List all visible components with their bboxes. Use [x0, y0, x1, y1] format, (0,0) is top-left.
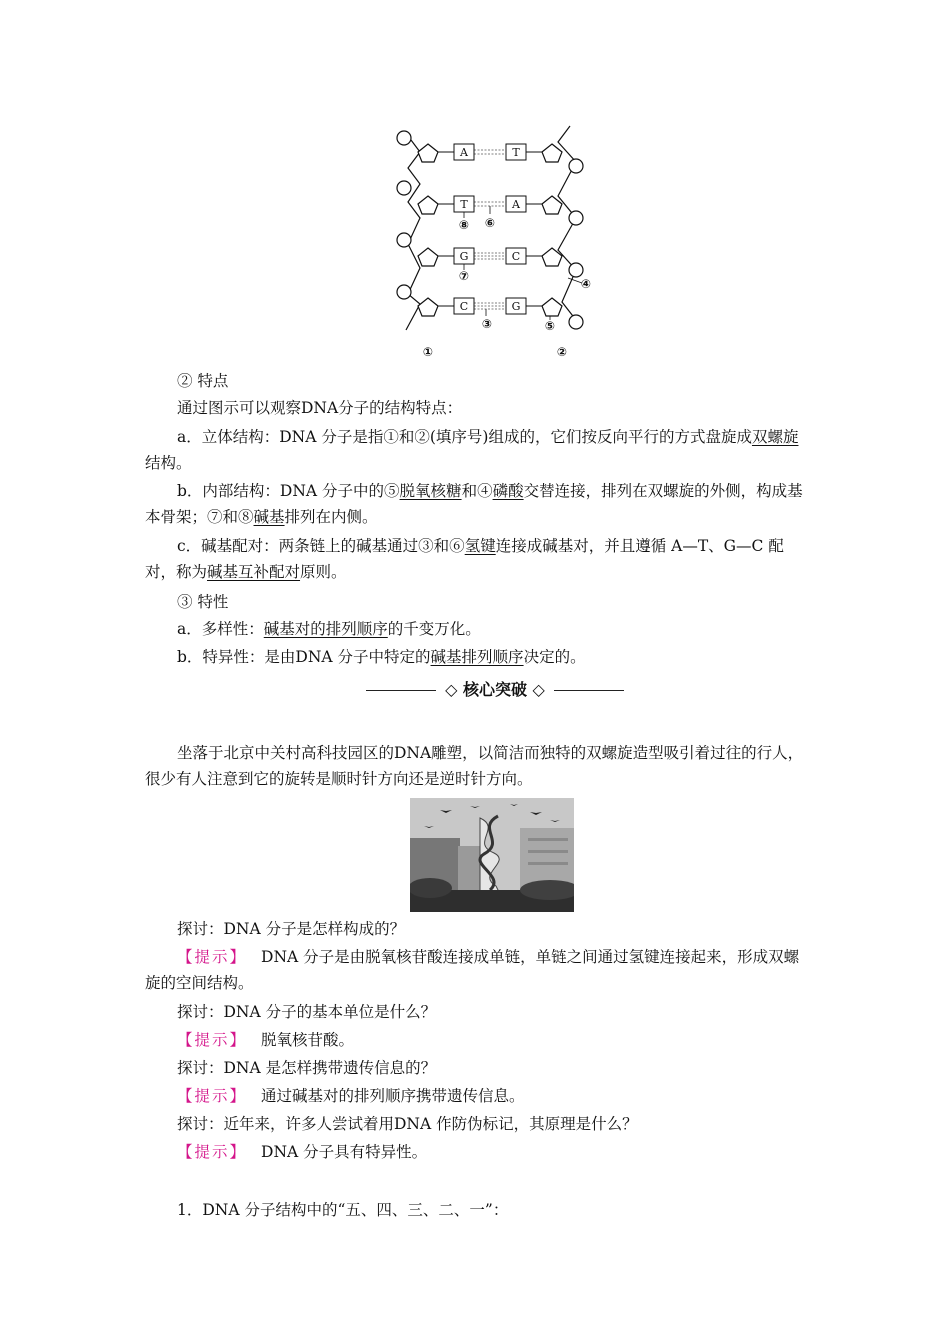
deoxyribose-pentagon [542, 298, 562, 316]
paragraph-diversity: a．多样性：碱基对的排列顺序的千变万化。 [177, 620, 481, 638]
base-label: T [512, 146, 520, 159]
answer-4: 【提示】 DNA 分子具有特异性。 [177, 1143, 428, 1161]
base-label: C [511, 250, 521, 263]
intro-text: 通过图示可以观察DNA分子的结构特点： [177, 399, 463, 417]
phosphate-circle [569, 211, 583, 225]
label-6: ⑥ [484, 216, 496, 230]
deoxyribose-pentagon [418, 196, 438, 214]
hint-label: 【提示】 [177, 1143, 248, 1161]
label-8: ⑧ [458, 218, 470, 232]
deoxyribose-pentagon [542, 196, 562, 214]
question-3: 探讨：DNA 是怎样携带遗传信息的？ [177, 1059, 437, 1077]
answer-1: 【提示】 DNA 分子是由脱氧核苷酸连接成单链，单链之间通过氢键连接起来，形成双螺旋的空间结构。 [145, 948, 800, 992]
phosphate-circle [569, 263, 583, 277]
question-4: 探讨：近年来，许多人尝试着用DNA 作防伪标记，其原理是什么？ [177, 1115, 638, 1133]
sculpture-paragraph: 坐落于北京中关村高科技园区的DNA雕塑，以简洁而独特的双螺旋造型吸引着过往的行人，很少有人注意到它的旋转是顺时针方向还是逆时针方向。 [145, 744, 804, 788]
base-label: G [459, 250, 469, 263]
base-label: A [460, 146, 468, 159]
question-1: 探讨：DNA 分子是怎样构成的？ [177, 920, 406, 938]
dna-sculpture-photo [410, 798, 574, 912]
label-5: ⑤ [544, 319, 556, 333]
base-label: G [511, 300, 521, 313]
label-3: ③ [481, 317, 493, 331]
base-label: A [512, 198, 520, 211]
section-title-text: ◇ 核心突破 ◇ [445, 680, 545, 699]
dna-structure-diagram [380, 118, 610, 368]
deoxyribose-pentagon [542, 144, 562, 162]
phosphate-circle [569, 315, 583, 329]
left-strand-backbone [406, 136, 420, 330]
deoxyribose-pentagon [418, 298, 438, 316]
heading-features: ② 特点 [177, 372, 229, 390]
paragraph-c: c．碱基配对：两条链上的碱基通过③和⑥氢键连接成碱基对，并且遵循 A—T、G—C 配对，称为碱基互补配对原则。 [145, 537, 784, 581]
phosphate-circle [397, 233, 411, 247]
heading-properties: ③ 特性 [177, 593, 229, 611]
label-7: ⑦ [458, 269, 470, 283]
question-2: 探讨：DNA 分子的基本单位是什么？ [177, 1003, 437, 1021]
deoxyribose-pentagon [418, 144, 438, 162]
paragraph-a: a．立体结构：DNA 分子是指①和②(填序号)组成的，它们按反向平行的方式盘旋成双螺旋结构。 [145, 428, 799, 472]
phosphate-circle [569, 159, 583, 173]
deoxyribose-pentagon [418, 248, 438, 266]
paragraph-specificity: b．特异性：是由DNA 分子中特定的碱基排列顺序决定的。 [177, 648, 586, 666]
hint-label: 【提示】 [177, 1087, 248, 1105]
base-label: T [460, 198, 468, 211]
label-1: ① [422, 345, 434, 359]
answer-3: 【提示】 通过碱基对的排列顺序携带遗传信息。 [177, 1087, 525, 1105]
answer-2: 【提示】 脱氧核苷酸。 [177, 1031, 355, 1049]
hint-label: 【提示】 [177, 948, 248, 966]
label-2: ② [556, 345, 568, 359]
label-4: ④ [580, 277, 592, 291]
section-title-core-breakthrough [360, 676, 630, 704]
base-label: C [459, 300, 469, 313]
phosphate-circle [397, 181, 411, 195]
hint-label: 【提示】 [177, 1031, 248, 1049]
item-1-heading: 1．DNA 分子结构中的“五、四、三、二、一”： [177, 1201, 509, 1219]
phosphate-circle [397, 131, 411, 145]
paragraph-b: b．内部结构：DNA 分子中的⑤脱氧核糖和④磷酸交替连接，排列在双螺旋的外侧，构成基本骨架；⑦和⑧碱基排列在内侧。 [145, 482, 803, 526]
phosphate-circle [397, 285, 411, 299]
